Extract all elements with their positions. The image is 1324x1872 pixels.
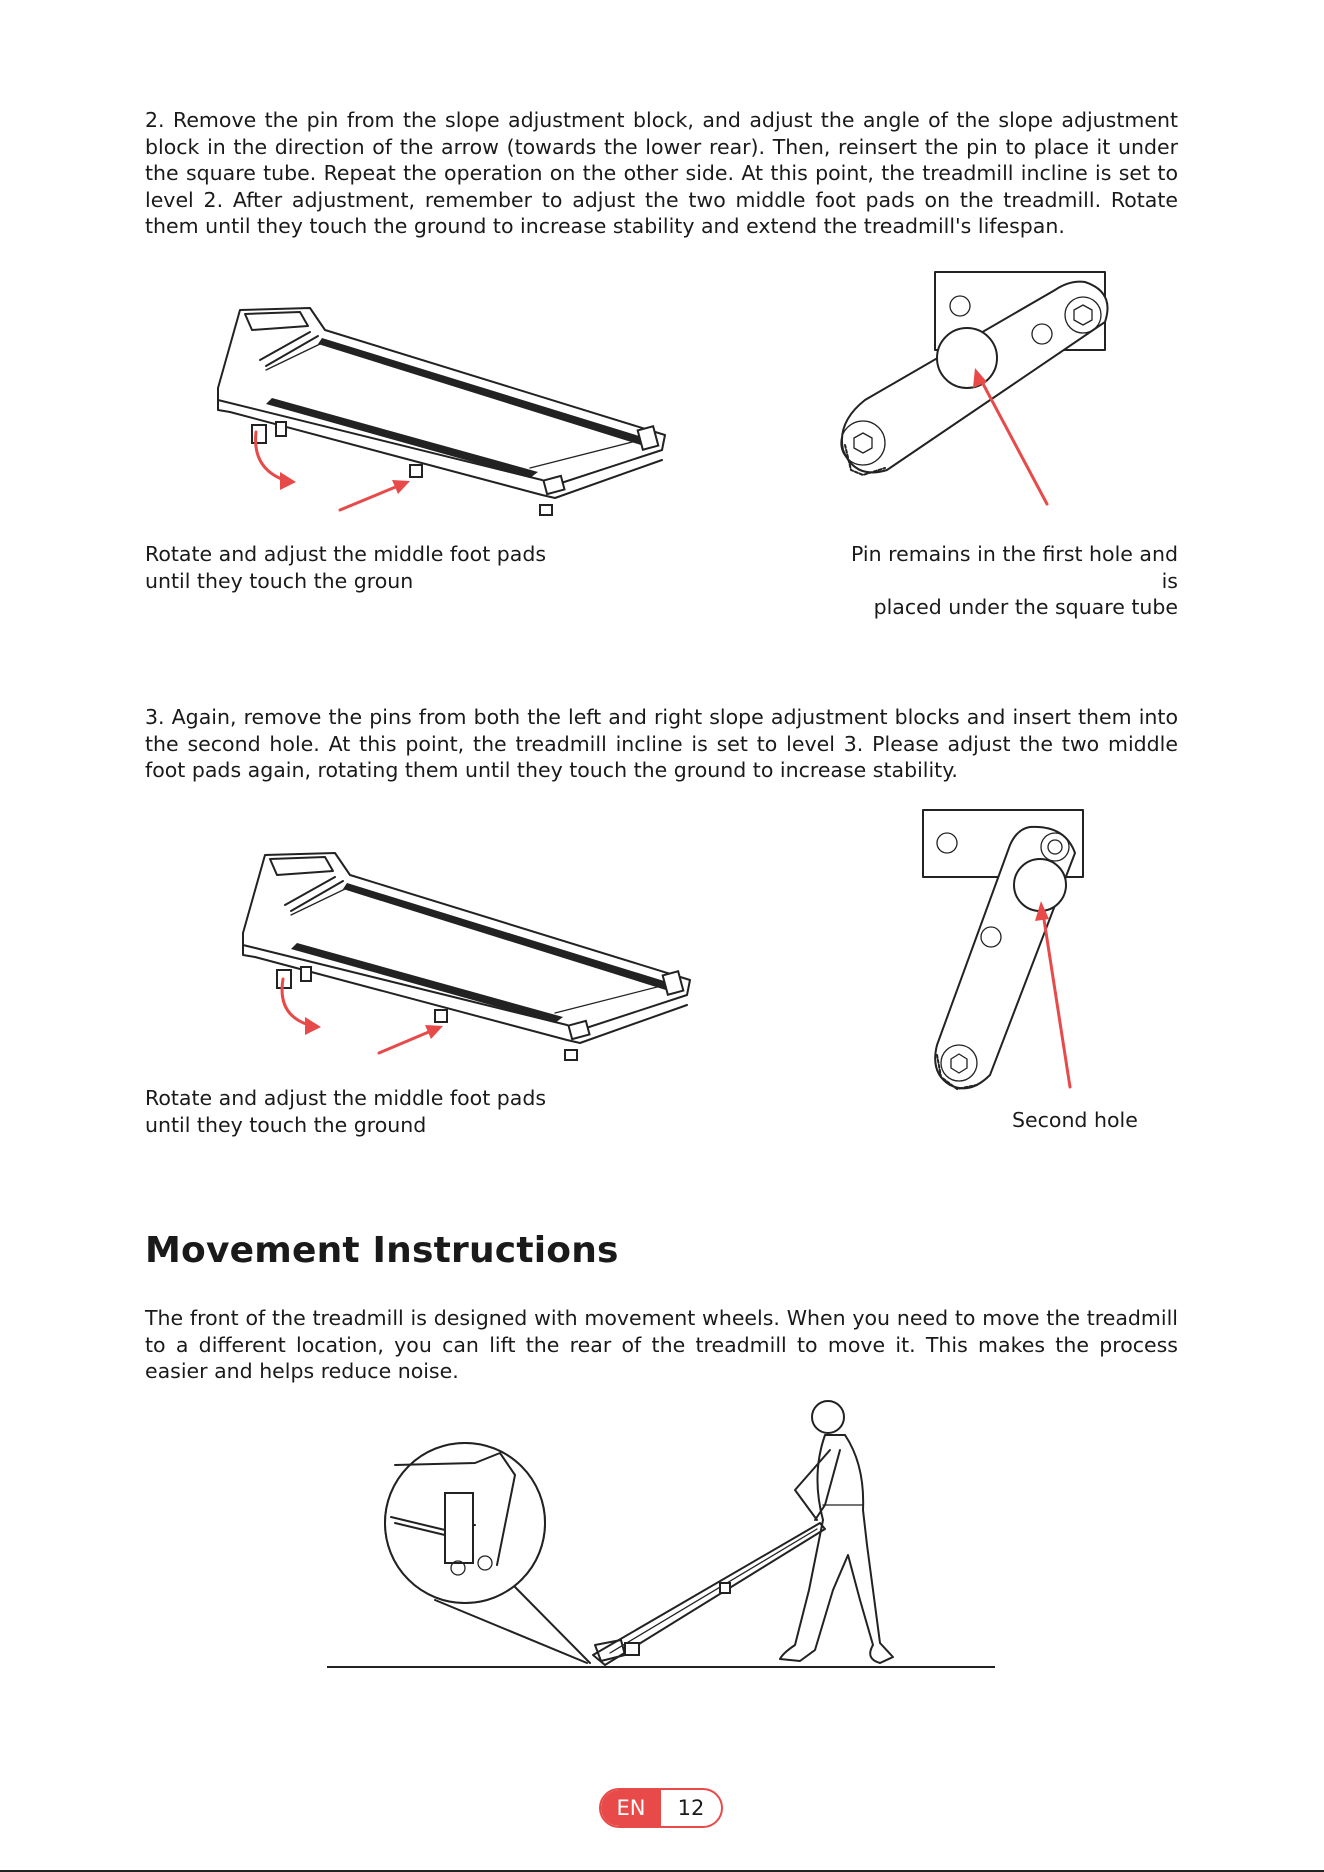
step2-caption-right-line1: Pin remains in the first hole and is — [851, 542, 1178, 593]
step3-paragraph: 3. Again, remove the pins from both the left and right slope adjustment blocks and insert them into the second hole. At this point, the treadmill incline is set to level 3. Please adjust the two middle foot pads again, rotating them until they touch the ground to increase stability. — [145, 705, 1178, 782]
step3-caption-left-line2: until they touch the ground — [145, 1112, 427, 1137]
person-moving-treadmill-illustration — [325, 1405, 1000, 1670]
step2-caption-left-line2: until they touch the groun — [145, 568, 414, 593]
page-badge — [599, 1788, 723, 1828]
step2-caption-right-line2: placed under the square tube — [873, 595, 1178, 619]
treadmill-illustration — [200, 300, 680, 530]
step2-caption-left — [145, 541, 546, 594]
page-number: 12 — [677, 1796, 705, 1820]
movement-paragraph: The front of the treadmill is designed with movement wheels. When you need to move the treadmill to a different location, you can lift the rear of the treadmill to move it. This makes the process easier and helps reduce noise. — [145, 1306, 1178, 1383]
step3-caption-left-line1: Rotate and adjust the middle foot pads — [145, 1086, 547, 1110]
step2-paragraph: 2. Remove the pin from the slope adjustment block, and adjust the angle of the slope adjustment block in the direction of the arrow (towards the lower rear). Then, reinsert the pin to place it under the square tube. Repeat the operation on the other side. At this point, the treadmill incline is set to level 2. After adjustment, remember to adjust the two middle foot pads on the treadmill. Rotate them until they touch the ground to increase stability and extend the treadmill's lifespan. — [145, 108, 1178, 238]
step3-caption-left — [145, 1085, 546, 1138]
step2-caption-left-line1: Rotate and adjust the middle foot pads — [145, 542, 547, 566]
treadmill-illustration-level3 — [225, 845, 705, 1075]
slope-block-diagram-level2 — [815, 270, 1115, 510]
slope-block-diagram-level3 — [915, 805, 1095, 1095]
section-heading-movement: Movement Instructions — [145, 1230, 619, 1271]
step3-caption-right: Second hole — [1012, 1108, 1138, 1132]
language-label: EN — [601, 1790, 661, 1826]
step2-caption-right — [835, 541, 1178, 621]
